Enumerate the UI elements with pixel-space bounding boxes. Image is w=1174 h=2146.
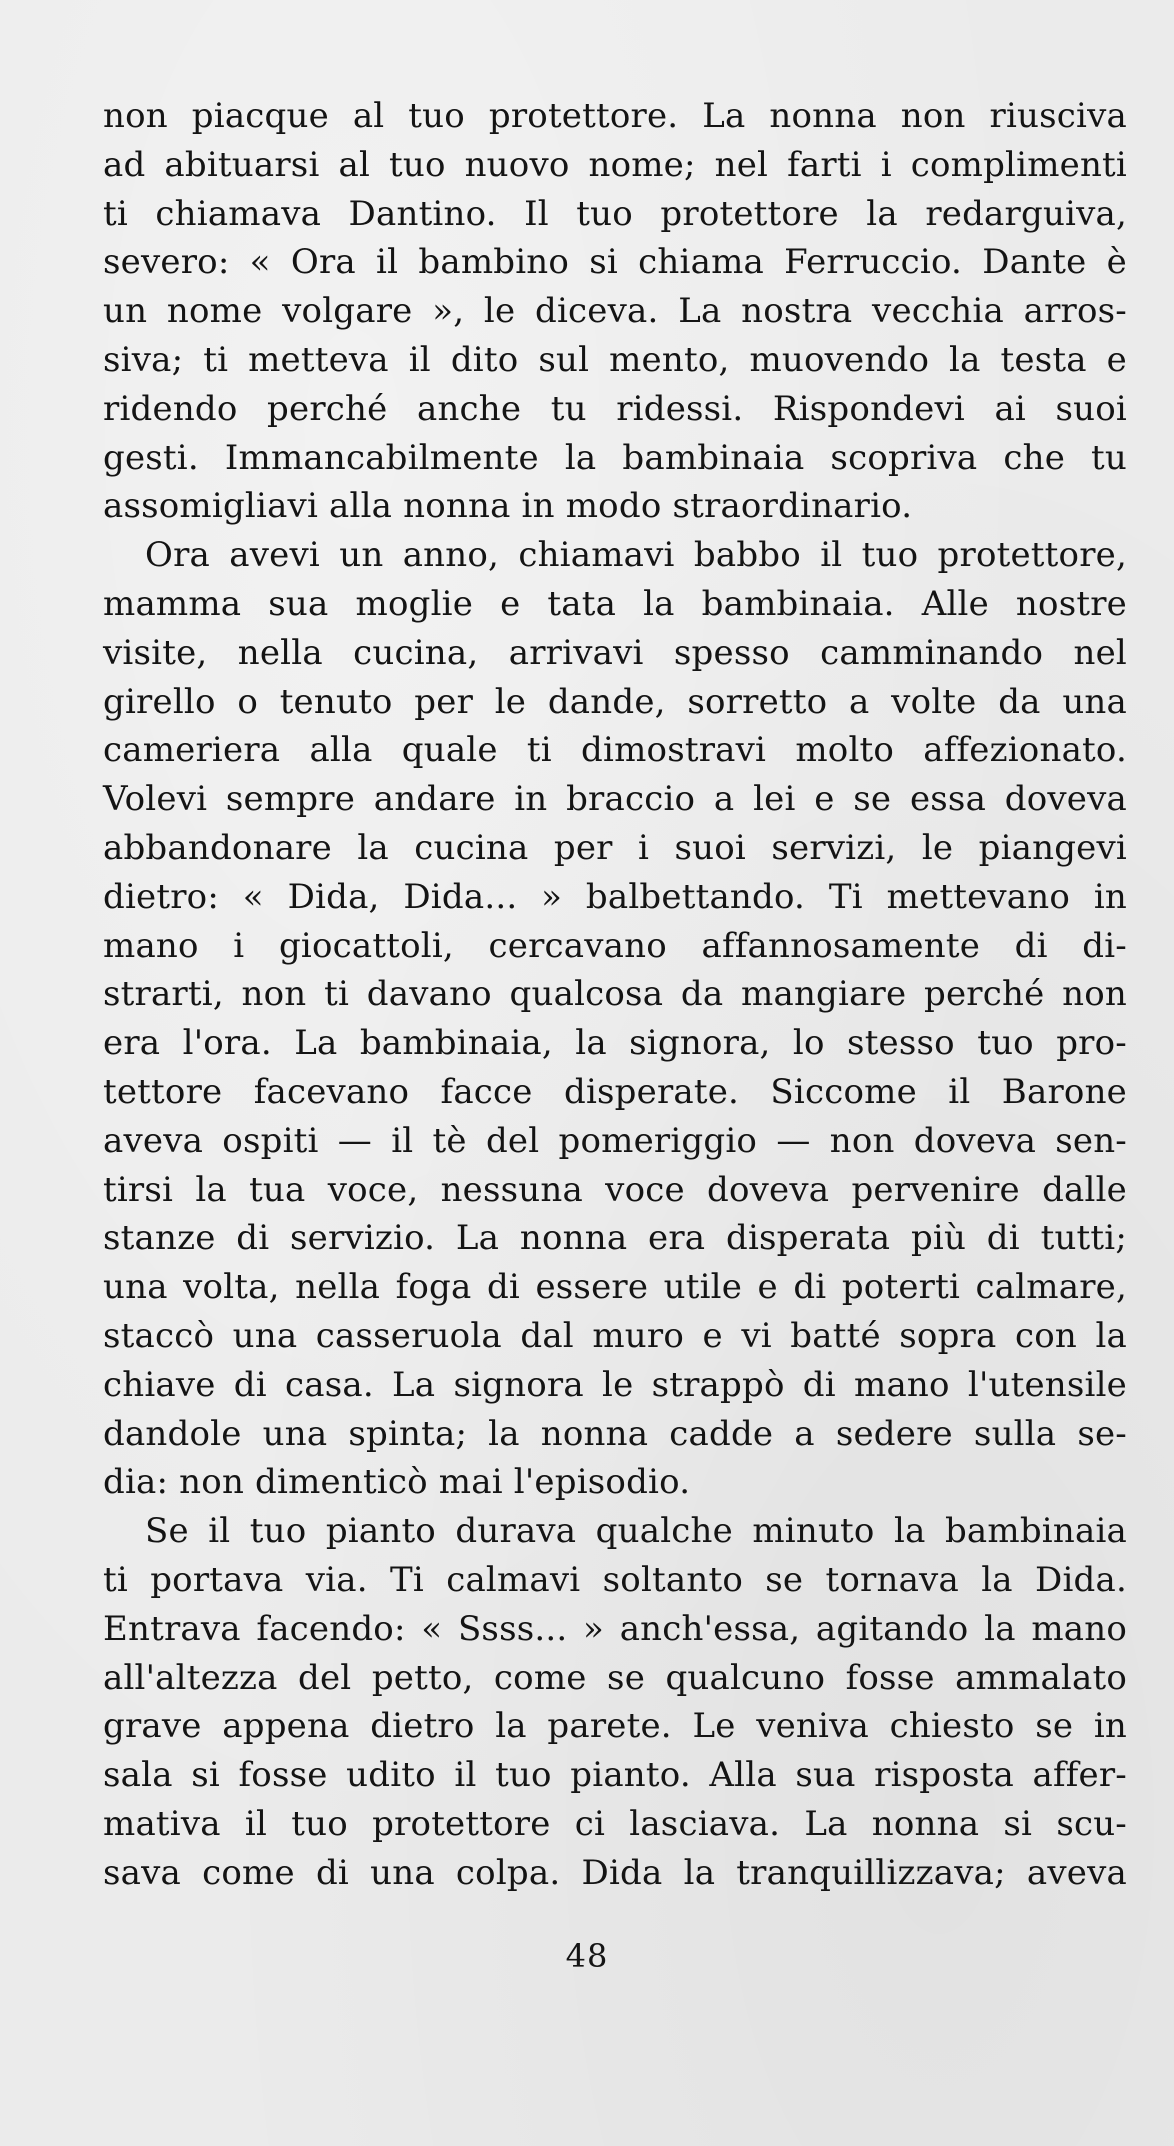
text-line: ad abituarsi al tuo nuovo nome; nel farti i complimenti (103, 144, 1127, 185)
text-line: dandole una spinta; la nonna cadde a sedere sulla se- (103, 1413, 1127, 1454)
text-line: aveva ospiti — il tè del pomeriggio — non doveva sen- (103, 1120, 1127, 1161)
text-line: siva; ti metteva il dito sul mento, muovendo la testa e (103, 339, 1127, 380)
text-line: ti chiamava Dantino. Il tuo protettore la redarguiva, (103, 193, 1127, 234)
page-number: 48 (565, 1937, 609, 1975)
text-line: ti portava via. Ti calmavi soltanto se tornava la Dida. (103, 1559, 1127, 1600)
text-line: era l'ora. La bambinaia, la signora, lo stesso tuo pro- (103, 1023, 1127, 1064)
body-text (103, 92, 1127, 1897)
text-line: chiave di casa. La signora le strappò di mano l'utensile (103, 1364, 1127, 1405)
text-line: Ora avevi un anno, chiamavi babbo il tuo protettore, (145, 535, 1127, 576)
text-line: abbandonare la cucina per i suoi servizi, le piangevi (103, 827, 1127, 868)
text-line: sala si fosse udito il tuo pianto. Alla sua risposta affer- (103, 1755, 1127, 1796)
text-line: ridendo perché anche tu ridessi. Rispondevi ai suoi (103, 388, 1127, 429)
text-line: grave appena dietro la parete. Le veniva chiesto se in (103, 1706, 1127, 1747)
text-line: visite, nella cucina, arrivavi spesso camminando nel (103, 632, 1127, 673)
text-line: una volta, nella foga di essere utile e di poterti calmare, (103, 1267, 1127, 1308)
text-line: non piacque al tuo protettore. La nonna non riusciva (103, 96, 1127, 136)
text-line: girello o tenuto per le dande, sorretto a volte da una (103, 681, 1127, 722)
text-line: mano i giocattoli, cercavano affannosamente di di- (103, 925, 1127, 966)
text-line: severo: « Ora il bambino si chiama Ferruccio. Dante è (103, 242, 1127, 283)
text-line: gesti. Immancabilmente la bambinaia scopriva che tu (103, 437, 1127, 478)
text-line: sava come di una colpa. Dida la tranquillizzava; aveva (103, 1852, 1127, 1893)
text-line: Volevi sempre andare in braccio a lei e se essa doveva (103, 779, 1127, 820)
text-line: tettore facevano facce disperate. Siccome il Barone (103, 1071, 1127, 1112)
text-line: tirsi la tua voce, nessuna voce doveva pervenire dalle (103, 1169, 1127, 1210)
text-line: cameriera alla quale ti dimostravi molto affezionato. (103, 730, 1127, 771)
text-line: dietro: « Dida, Dida... » balbettando. Ti mettevano in (103, 876, 1127, 917)
text-line: un nome volgare », le diceva. La nostra vecchia arros- (103, 291, 1127, 332)
text-line: strarti, non ti davano qualcosa da mangiare perché non (103, 974, 1127, 1015)
text-line: Entrava facendo: « Ssss... » anch'essa, agitando la mano (103, 1608, 1127, 1649)
text-line: mativa il tuo protettore ci lasciava. La nonna si scu- (103, 1803, 1127, 1844)
text-line: mamma sua moglie e tata la bambinaia. Alle nostre (103, 583, 1127, 624)
text-line: dia: non dimenticò mai l'episodio. (103, 1462, 691, 1503)
text-line: staccò una casseruola dal muro e vi batté sopra con la (103, 1315, 1127, 1356)
text-line: stanze di servizio. La nonna era disperata più di tutti; (103, 1218, 1127, 1259)
text-line: Se il tuo pianto durava qualche minuto la bambinaia (145, 1511, 1127, 1552)
text-line: all'altezza del petto, come se qualcuno fosse ammalato (103, 1657, 1127, 1698)
text-line: assomigliavi alla nonna in modo straordinario. (103, 486, 913, 527)
